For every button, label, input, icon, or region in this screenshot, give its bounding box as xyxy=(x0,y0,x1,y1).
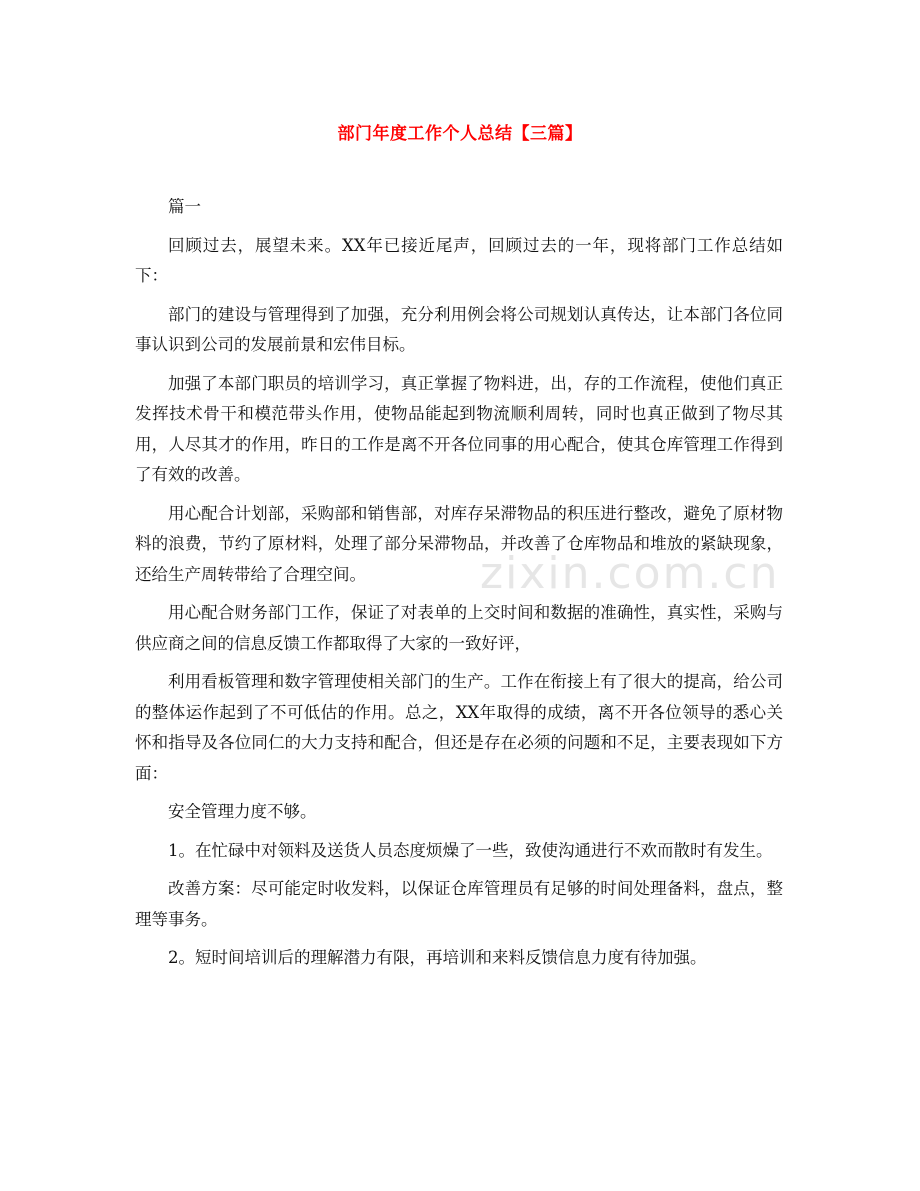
paragraph: 改善方案：尽可能定时收发料，以保证仓库管理员有足够的时间处理备料，盘点，整理等事务。 xyxy=(135,879,783,929)
section-heading: 篇一 xyxy=(168,197,201,216)
paragraph: 加强了本部门职员的培训学习，真正掌握了物料进，出，存的工作流程，使他们真正发挥技术骨干和模范带头作用，使物品能起到物流顺利周转，同时也真正做到了物尽其用，人尽其才的作用，昨日的工作是离不开各位同事的用心配合，使其仓库管理工作得到了有效的改善。 xyxy=(135,373,783,484)
document-body xyxy=(135,192,783,982)
document-title: 部门年度工作个人总结【三篇】 xyxy=(337,124,583,144)
paragraph: 回顾过去，展望未来。XX年已接近尾声，回顾过去的一年，现将部门工作总结如下： xyxy=(135,235,783,285)
paragraph: 用心配合财务部门工作，保证了对表单的上交时间和数据的准确性，真实性，采购与供应商之间的信息反馈工作都取得了大家的一致好评， xyxy=(135,603,783,653)
watermark: zixin.com.cn xyxy=(480,548,780,599)
paragraph: 用心配合计划部，采购部和销售部，对库存呆滞物品的积压进行整改，避免了原材物料的浪费，节约了原材料，处理了部分呆滞物品，并改善了仓库物品和堆放的紧缺现象，还给生产周转带给了合理空间。 xyxy=(135,503,783,584)
paragraph: 部门的建设与管理得到了加强，充分利用例会将公司规划认真传达，让本部门各位同事认识到公司的发展前景和宏伟目标。 xyxy=(135,304,783,354)
paragraph: 利用看板管理和数字管理使相关部门的生产。工作在衔接上有了很大的提高，给公司的整体运作起到了不可低估的作用。总之，XX年取得的成绩，离不开各位领导的悉心关怀和指导及各位同仁的大力支持和配合，但还是存在必须的问题和不足，主要表现如下方面： xyxy=(135,672,783,783)
paragraph: 2。短时间培训后的理解潜力有限，再培训和来料反馈信息力度有待加强。 xyxy=(168,948,707,967)
paragraph: 安全管理力度不够。 xyxy=(168,802,317,821)
paragraph: 1。在忙碌中对领料及送货人员态度烦燥了一些，致使沟通进行不欢而散时有发生。 xyxy=(168,840,773,860)
